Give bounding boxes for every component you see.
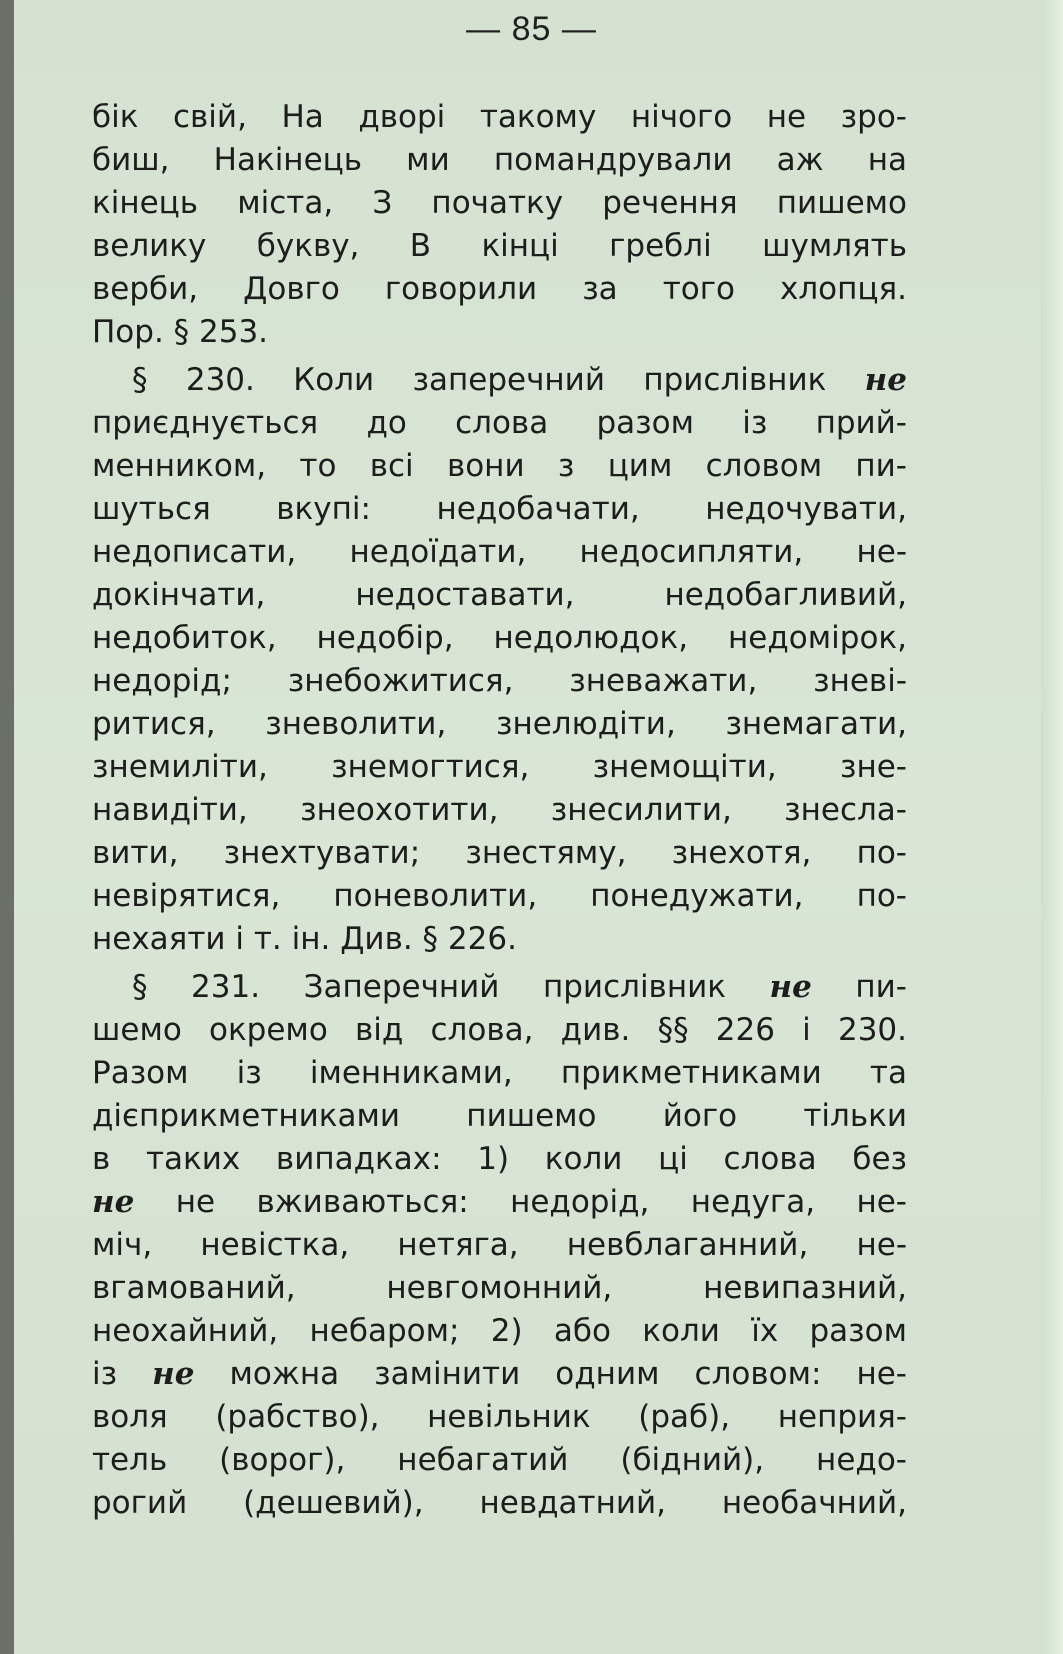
text-line: дієприкметниками пишемо його тільки xyxy=(92,1098,907,1134)
text-line: знемиліти, знемогтися, знемощіти, зне- xyxy=(92,749,907,785)
text-line: биш, Накінець ми помандрували аж на xyxy=(92,142,907,178)
text-line: нехаяти і т. ін. Див. § 226. xyxy=(92,921,517,957)
page-number: — 85 — xyxy=(466,10,597,48)
text-line: бік свій, На дворі такому нічого не зро- xyxy=(92,99,907,135)
text-line: вити, знехтувати; знестяму, знехотя, по- xyxy=(92,835,907,871)
text-line: недобиток, недобір, недолюдок, недомірок, xyxy=(92,620,907,656)
text-line: докінчати, недоставати, недобагливий, xyxy=(92,577,907,613)
text-line: рогий (дешевий), невдатний, необачний, xyxy=(92,1485,907,1521)
italic-word: не xyxy=(92,1184,135,1220)
text-fragment: не вживаються: недорід, недуга, не- xyxy=(134,1184,907,1220)
text-line: кінець міста, З початку речення пишемо xyxy=(92,185,907,221)
text-fragment: можна замінити одним словом: не- xyxy=(194,1356,907,1392)
text-line: велику букву, В кінці греблі шумлять xyxy=(92,228,907,264)
text-line: недорід; знебожитися, зневажати, зневі- xyxy=(92,663,907,699)
text-line: навидіти, знеохотити, знесилити, знесла- xyxy=(92,792,907,828)
text-line: неохайний, небаром; 2) або коли їх разом xyxy=(92,1313,907,1349)
text-fragment: пи- xyxy=(811,969,907,1005)
text-line: невірятися, поневолити, понедужати, по- xyxy=(92,878,907,914)
text-line: вгамований, невгомонний, невипазний, xyxy=(92,1270,907,1306)
text-line: недописати, недоїдати, недосипляти, не- xyxy=(92,534,907,570)
text-line: шуться вкупі: недобачати, недочувати, xyxy=(92,491,907,527)
text-line: верби, Довго говорили за того хлопця. xyxy=(92,271,907,307)
text-fragment: із xyxy=(92,1356,153,1392)
paragraph-230-first-line xyxy=(92,359,907,402)
italic-word: не xyxy=(864,362,907,398)
text-line: менником, то всі вони з цим словом пи- xyxy=(92,448,907,484)
text-line-with-italic xyxy=(92,1181,907,1224)
body-text xyxy=(92,96,907,1525)
text-line: Разом із іменниками, прикметниками та xyxy=(92,1055,907,1091)
text-line: приєднується до слова разом із прий- xyxy=(92,405,907,441)
italic-word: не xyxy=(152,1356,195,1392)
text-line: тель (ворог), небагатий (бідний), недо- xyxy=(92,1442,907,1478)
text-fragment: § 231. Заперечний прислівник xyxy=(132,969,770,1005)
italic-word: не xyxy=(769,969,812,1005)
page-left-shadow xyxy=(0,0,14,1654)
paragraph-231-first-line xyxy=(92,966,907,1009)
page-right-edge xyxy=(1041,0,1063,1654)
text-line: Пор. § 253. xyxy=(92,314,269,350)
text-line: шемо окремо від слова, див. §§ 226 і 230. xyxy=(92,1012,907,1048)
text-line: ритися, зневолити, знелюдіти, знемагати, xyxy=(92,706,907,742)
text-line: в таких випадках: 1) коли ці слова без xyxy=(92,1141,907,1177)
text-fragment: § 230. Коли заперечний прислівник xyxy=(132,362,865,398)
text-line-with-italic xyxy=(92,1353,907,1396)
text-line: міч, невістка, нетяга, невблаганний, не- xyxy=(92,1227,907,1263)
text-line: воля (рабство), невільник (раб), неприя- xyxy=(92,1399,907,1435)
